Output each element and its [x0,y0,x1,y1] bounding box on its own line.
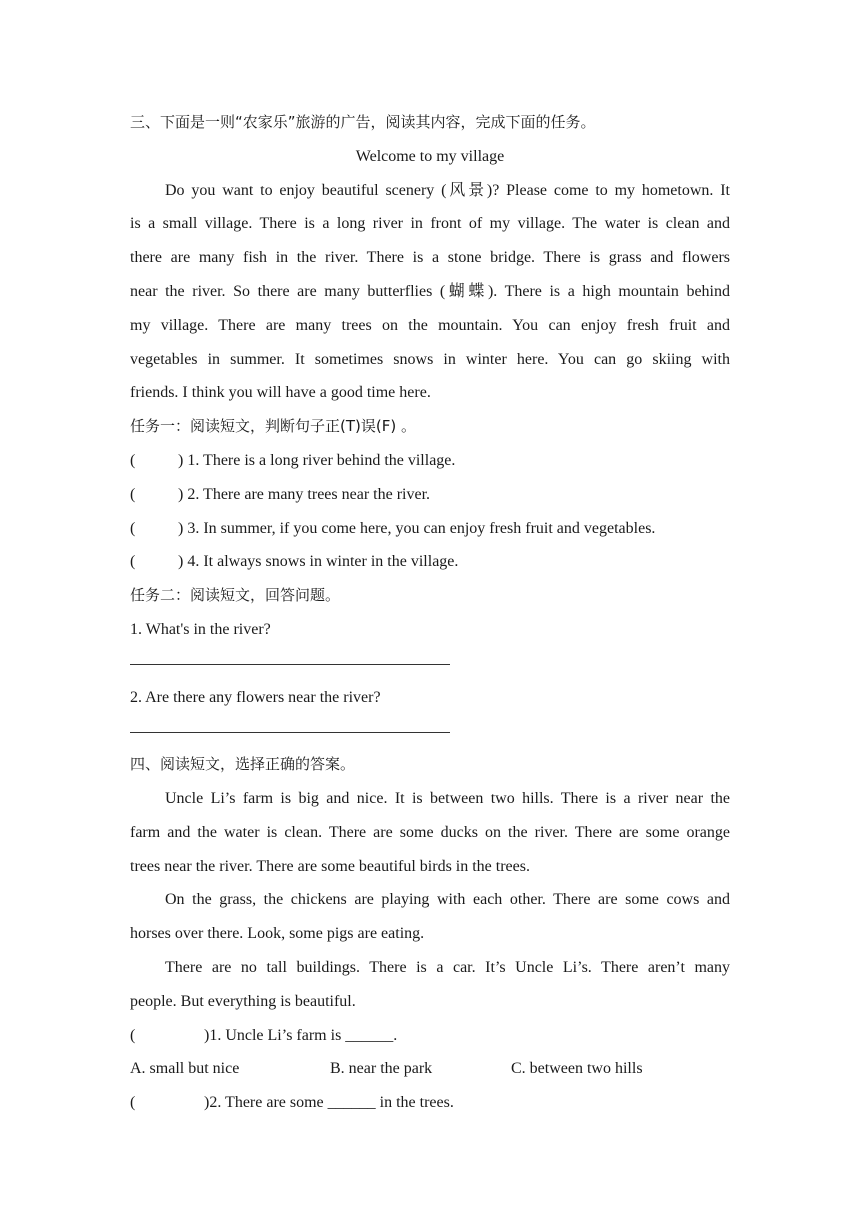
true-false-item [130,512,730,546]
passage-line: vegetables in summer. It sometimes snows in winter here. You can go skiing with [130,350,730,368]
true-false-item [130,478,730,512]
question-text: 1. What's in the river? [130,620,271,638]
task1-heading: 任务一：阅读短文，判断句子正(T)误(F) 。 [130,417,416,436]
option-a[interactable]: A. small but nice [130,1060,240,1078]
section4-heading: 四、阅读短文，选择正确的答案。 [130,755,356,774]
worksheet-content [130,106,730,1120]
answer-line-row [130,714,730,748]
choice-options [130,1052,730,1086]
section3-heading: 三、下面是一则“农家乐”旅游的广告，阅读其内容，完成下面的任务。 [130,113,596,131]
passage-line: there are many fish in the river. There is a stone bridge. There is grass and flowers [130,249,730,267]
passage-line: There are no tall buildings. There is a car. It’s Uncle Li’s. There aren’t many [165,958,730,976]
option-c[interactable]: C. between two hills [511,1060,643,1078]
passage-line: trees near the river. There are some beautiful birds in the trees. [130,857,530,875]
passage-line: farm and the water is clean. There are some ducks on the river. There are some orange [130,823,730,841]
answer-blank[interactable]: ( [130,1094,136,1112]
answer-blank[interactable]: ( [130,451,136,469]
passage-title: Welcome to my village [355,147,505,165]
choice-question [130,1086,730,1120]
passage-line: people. But everything is beautiful. [130,992,356,1010]
statement-text: ) 3. In summer, if you come here, you can enjoy fresh fruit and vegetables. [178,519,656,537]
passage-line: Do you want to enjoy beautiful scenery (风景)? Please come to my hometown. It [165,181,730,199]
task2-heading: 任务二：阅读短文，回答问题。 [130,586,341,605]
statement-text: ) 2. There are many trees near the river. [178,485,431,503]
answer-line[interactable] [130,731,450,733]
true-false-item [130,444,730,478]
answer-blank[interactable]: ( [130,519,136,537]
section3-passage [130,174,730,411]
answer-blank[interactable]: ( [130,553,136,571]
passage-line: is a small village. There is a long river in front of my village. The water is clean and [130,215,730,233]
answer-blank[interactable]: ( [130,1026,136,1044]
choice-question [130,1019,730,1053]
option-b[interactable]: B. near the park [330,1060,433,1078]
passage-line: friends. I think you will have a good time here. [130,384,431,402]
question-text: )1. Uncle Li’s farm is ______. [204,1026,398,1044]
true-false-item [130,545,730,579]
passage-line: my village. There are many trees on the mountain. You can enjoy fresh fruit and [130,316,730,334]
passage-line: near the river. So there are many butterflies (蝴蝶). There is a high mountain behind [130,282,730,300]
question-text: )2. There are some ______ in the trees. [204,1094,454,1112]
passage-line: On the grass, the chickens are playing with each other. There are some cows and [165,891,730,909]
passage-line: Uncle Li’s farm is big and nice. It is between two hills. There is a river near the [165,789,730,807]
answer-line[interactable] [130,663,450,665]
statement-text: ) 4. It always snows in winter in the village. [178,553,459,571]
answer-blank[interactable]: ( [130,485,136,503]
passage-line: horses over there. Look, some pigs are eating. [130,925,425,943]
question-text: 2. Are there any flowers near the river? [130,688,381,706]
answer-line-row [130,647,730,681]
statement-text: ) 1. There is a long river behind the village. [178,451,456,469]
section4-passage [130,782,730,1019]
